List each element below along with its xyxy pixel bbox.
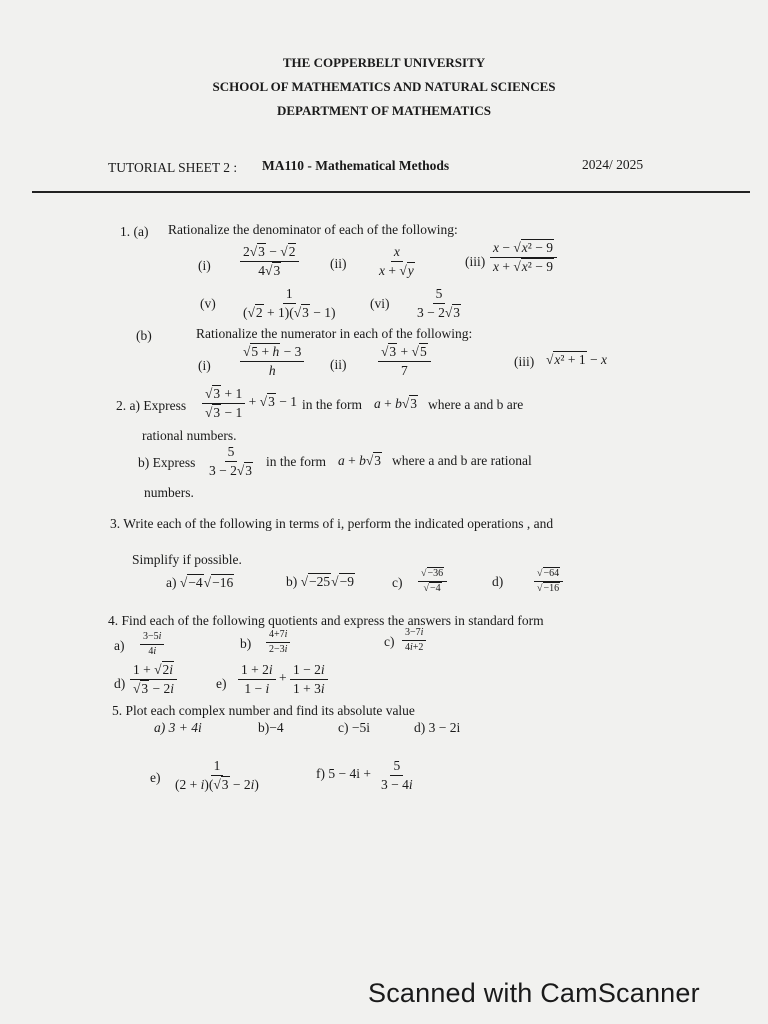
q5-item-d: d) 3 − 2i [414,720,461,735]
q1-expr-v: $\frac{1}{(√2 + 1)(√3 - 1)}$ [243,286,336,320]
q4-label-d: d) [114,676,126,691]
q1b-expr-i: $\frac{√5 + h - 3}{h}$ [240,344,304,378]
q3-text: 3. Write each of the following in terms of i, perform the indicated operations , and [110,516,554,531]
q2a-expr: $\frac{√3 + 1}{√3 - 1}$ + √3 − 1 [202,386,297,420]
q2a-line2: rational numbers. [142,428,237,443]
q3-label-c: c) [392,575,403,590]
q2a-suffix: where a and b are [428,397,524,412]
department-title: DEPARTMENT OF MATHEMATICS [276,103,492,118]
q1b-label-i: (i) [198,358,211,373]
header-rule [32,191,750,193]
q5-label-e: e) [150,770,161,785]
q5-item-a: a) 3 + 4i [154,720,202,735]
q5-expr-e: $\frac{1}{(2 + i)(√3 - 2i)}$ [175,758,259,792]
q5-item-b: b)−4 [258,720,284,735]
q2b-suffix: where a and b are rational [392,453,532,468]
q2a-form: a + b√3 [374,396,418,411]
q1-expr-vi: $\frac{5}{3 - 2√3}$ [417,286,461,320]
q2a-mid: in the form [302,397,362,412]
q1a-text: Rationalize the denominator of each of the following: [168,222,458,237]
q1b-text: Rationalize the numerator in each of the following: [196,326,473,341]
q5-text: 5. Plot each complex number and find its absolute value [112,703,415,718]
q1-label-v: (v) [200,296,216,311]
q2b-line2: numbers. [144,485,194,500]
q3-label-d: d) [492,574,504,589]
q1-expr-iii: $\frac{\text{x − √x² − 9}}{\text{x + √x² − 9}}$ [490,240,557,274]
q1-expr-i: $\frac{2√3 - √2}{4√3}$ [240,244,299,278]
q3-text2: Simplify if possible. [132,552,242,567]
q3-item-b: b) √−25√−9 [286,574,354,589]
q4-label-c: c) [384,634,395,649]
q1-number: 1. (a) [120,224,149,239]
university-title: THE COPPERBELT UNIVERSITY [282,55,486,70]
q4-expr-c: $\frac{3-7i}{4i+2}$ [402,627,426,653]
course-title: MA110 - Mathematical Methods [262,158,450,173]
q1-label-iii: (iii) [465,254,486,269]
academic-year: 2024/ 2025 [582,157,644,172]
q1-label-vi: (vi) [370,296,390,311]
school-title: SCHOOL OF MATHEMATICS AND NATURAL SCIENCES [212,79,556,94]
q4-text: 4. Find each of the following quotients and express the answers in standard form [108,613,544,628]
q2b-form: a + b√3 [338,453,382,468]
q4-label-e: e) [216,676,227,691]
q4-expr-a: $\frac{3-5i}{4i}$ [140,631,164,657]
q1b-number: (b) [136,328,152,343]
q1b-label-iii: (iii) [514,354,535,369]
q2a-prefix: 2. a) Express [116,398,187,413]
q2b-mid: in the form [266,454,326,469]
q3-expr-c: $\frac{√-36}{√-4}$ [418,568,447,594]
q4-expr-b: $\frac{4+7i}{2-3i}$ [266,629,290,655]
q1b-expr-ii: $\frac{√3 + √5}{7}$ [378,344,431,378]
q5-expr-f: $\frac{5}{3 - 4i}$ [381,758,413,792]
camscanner-watermark: Scanned with CamScanner [368,978,700,1008]
q4-expr-d: $\frac{1 + √2i}{√3 - 2i}$ [130,662,177,696]
q2b-prefix: b) Express [138,455,196,470]
q1b-expr-iii: √x² + 1 − x [546,352,607,367]
q5-label-f: f) 5 − 4i + [316,766,371,781]
q3-item-a: a) √−4√−16 [166,575,234,590]
q1-label-i: (i) [198,258,211,273]
q4-expr-e: $\frac{1 + 2i}{1 - i}$ + $\frac{1 - 2i}{1 + 3i}$ [238,662,328,696]
q1-label-ii: (ii) [330,256,347,271]
q3-expr-d: $\frac{√-64}{√-16}$ [534,568,563,594]
q4-label-b: b) [240,636,252,651]
q1-expr-ii: $\frac{x}{x + √y}$ [379,244,414,278]
q1b-label-ii: (ii) [330,357,347,372]
q5-item-c: c) −5i [338,720,370,735]
sheet-label: TUTORIAL SHEET 2 : [108,160,238,175]
q2b-expr: $\frac{5}{3 - 2√3}$ [209,444,253,478]
q4-label-a: a) [114,638,125,653]
